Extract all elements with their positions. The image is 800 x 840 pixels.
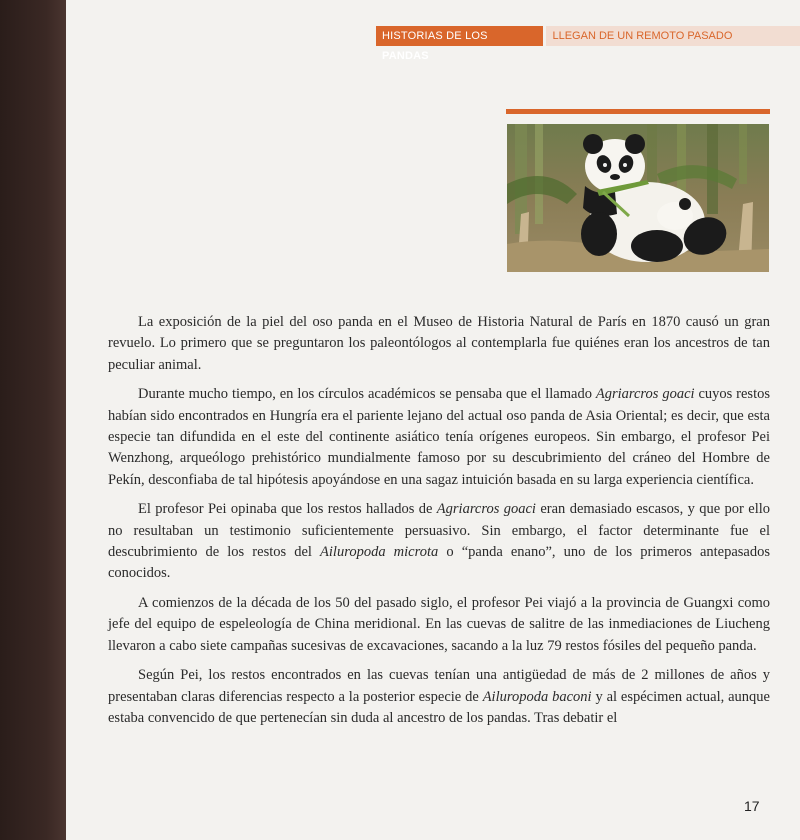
text-run: y al espécimen actual, aunque estaba convencido de que pertenecían sin duda al ancestro de los pandas. Tras debatir el bbox=[108, 688, 770, 726]
accent-bar bbox=[506, 109, 770, 114]
text-run: La exposición de la piel del oso panda en el Museo de Historia Natural de París en 1870 causó un gran revuelo. Lo primero que se preguntaron los paleontólogos al contemplarla fue quiénes eran los ancestros de tan peculiar animal. bbox=[108, 314, 770, 373]
text-run: El profesor Pei opinaba que los restos hallados de bbox=[138, 501, 437, 518]
book-spine bbox=[0, 0, 66, 840]
paragraph bbox=[108, 665, 770, 729]
species-name: Ailuropoda baconi bbox=[482, 688, 592, 705]
text-run: A comienzos de la década de los 50 del pasado siglo, el profesor Pei viajó a la provincia de Guangxi como jefe del equipo de espeleología de China meridional. En las cuevas de salitre de las inmediaciones de Liucheng llevaron a cabo siete campañas sucesivas de excavaciones, sacando a la luz 79 restos fósiles del pequeño panda. bbox=[108, 594, 770, 654]
text-run: eran demasiado escasos, y que por ello no resultaban un testimonio suficientemente persuasivo. Sin embargo, el factor determinante fue el descubrimiento de los restos del bbox=[108, 501, 770, 561]
species-name: Agriarcros goaci bbox=[595, 386, 695, 403]
header-section-bold: PANDAS bbox=[382, 50, 429, 62]
paragraph bbox=[108, 384, 770, 491]
header-section bbox=[376, 26, 543, 62]
paragraph bbox=[108, 312, 770, 376]
header-section-prefix: HISTORIAS DE LOS bbox=[382, 30, 488, 42]
running-header bbox=[376, 26, 800, 62]
body-text bbox=[108, 312, 770, 737]
page-number: 17 bbox=[744, 798, 760, 814]
text-run: Según Pei, los restos encontrados en las cuevas tenían una antigüedad de más de 2 millones de años y presentaban claras diferencias respecto a la posterior especie de bbox=[108, 667, 770, 705]
text-run: o “panda enano”, uno de los primeros antepasados conocidos. bbox=[108, 544, 771, 582]
panda-photo bbox=[507, 124, 769, 272]
species-name: Agriarcros goaci bbox=[436, 501, 536, 518]
panda-illustration bbox=[507, 124, 769, 272]
paragraph bbox=[108, 593, 770, 657]
header-chapter: LLEGAN DE UN REMOTO PASADO bbox=[546, 26, 800, 46]
text-run: cuyos restos habían sido encontrados en Hungría era el pariente lejano del actual oso panda de Asia Oriental; es decir, que esta especie tan difundida en el este del continente asiático tenía orígenes europeos. Sin embargo, el profesor Pei Wenzhong, arqueólogo prehistórico mundialmente famoso por su descubrimiento del cráneo del Hombre de Pekín, desconfiaba de tal hipótesis apoyándose en una sagaz intuición basada en su larga experiencia científica. bbox=[108, 386, 770, 488]
text-run: Durante mucho tiempo, en los círculos académicos se pensaba que el llamado bbox=[138, 386, 596, 403]
species-name: Ailuropoda microta bbox=[320, 544, 439, 561]
paragraph bbox=[108, 499, 770, 585]
